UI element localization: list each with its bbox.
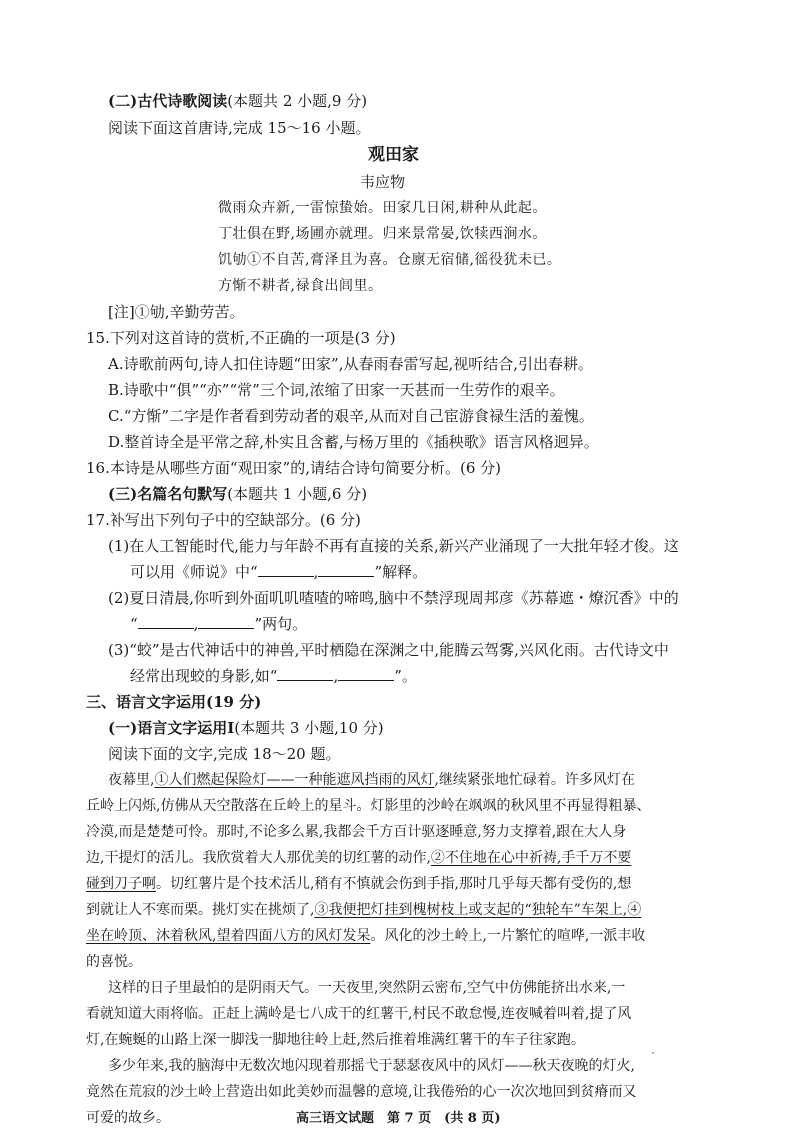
q15-option-c: C.“方惭”二字是作者看到劳动者的艰辛,从而对自己宦游食禄生活的羞愧。 <box>108 407 594 425</box>
underlined-sentence-4: 坐在岭顶、沐着秋风,望着四面八方的风灯发呆 <box>86 928 371 944</box>
q17-item1-line1: (1)在人工智能时代,能力与年龄不再有直接的关系,新兴产业涌现了一大批年轻才俊。这 <box>108 537 679 555</box>
underlined-sentence-2-cont: 碰到刀子啊 <box>86 876 156 892</box>
passage-line: 这样的日子里最怕的是阴雨天气。一天夜里,突然阴云密布,空气中仿佛能挤出水来,一 <box>108 980 626 996</box>
q17-item1-prefix: 可以用《师说》中“ <box>130 563 258 581</box>
scan-speck <box>652 1052 654 1054</box>
sub-1-heading-title: (一)语言文字运用Ⅰ <box>108 719 235 737</box>
section-2-heading-title: (二)古代诗歌阅读 <box>108 92 228 110</box>
passage-line <box>86 923 645 949</box>
answer-blank[interactable] <box>138 612 194 629</box>
q17-item3-line2 <box>130 663 417 689</box>
poem-line: 微雨众卉新,一雷惊蛰始。田家几日闲,耕种从此起。 <box>218 200 547 216</box>
poem-note: [注]①劬,辛勤劳苦。 <box>108 303 245 321</box>
sub-1-heading-note: (本题共 3 小题,10 分) <box>234 719 384 737</box>
answer-blank[interactable] <box>258 560 314 577</box>
q17-item2-prefix: “ <box>130 615 138 633</box>
passage-text: 。切红薯片是个技术活儿,稍有不慎就会伤到手指,那时几乎每天都有受伤的,想 <box>156 876 632 892</box>
section-3-heading-note: (本题共 1 小题,6 分) <box>227 485 368 503</box>
poem-author: 韦应物 <box>360 173 406 191</box>
q17-item3-line1: (3)“蛟”是古代神话中的神兽,平时栖隐在深渊之中,能腾云驾雾,兴风化雨。古代诗文中 <box>108 641 669 659</box>
section-2-instruction: 阅读下面这首唐诗,完成 15～16 小题。 <box>108 119 371 137</box>
passage-line <box>86 845 631 871</box>
page-footer-text: 高三语文试题 第 7 页 (共 8 页) <box>292 1106 505 1132</box>
passage-line: 丘岭上闪烁,仿佛从天空散落在丘岭上的星斗。灯影里的沙岭在飒飒的秋风里不再显得粗暴、 <box>86 798 651 814</box>
answer-blank[interactable] <box>338 664 394 681</box>
q17-item2-line1: (2)夏日清晨,你听到外面叽叽喳喳的啼鸣,脑中不禁浮现周邦彦《苏幕遮・燎沉香》中的 <box>108 589 679 607</box>
answer-blank[interactable] <box>198 612 254 629</box>
section-2-heading <box>108 88 367 114</box>
section-3-heading-title: (三)名篇名句默写 <box>108 485 228 503</box>
q17-item3-suffix: ”。 <box>394 667 417 685</box>
passage-line <box>108 767 635 793</box>
passage-line: 灯,在蜿蜒的山路上深一脚浅一脚地往岭上赶,然后推着堆满红薯干的车子往家跑。 <box>86 1032 585 1048</box>
passage-line: 冷漠,而是楚楚可怜。那时,不论多么累,我都会千方百计驱逐睡意,努力支撑着,跟在大人身 <box>86 824 627 840</box>
poem-title: 观田家 <box>368 145 419 165</box>
passage-line: 竟然在荒寂的沙土岭上营造出如此美妙而温馨的意境,让我倦殆的心一次次地回到贫瘠而又 <box>86 1084 637 1100</box>
sub-1-instruction: 阅读下面的文字,完成 18～20 题。 <box>108 745 341 763</box>
passage-text: 到就让人不寒而栗。挑灯实在挑烦了, <box>86 902 315 918</box>
q17-item1-line2 <box>130 559 427 585</box>
passage-line <box>86 871 631 897</box>
section-3-heading <box>108 481 367 507</box>
passage-line: 多少年来,我的脑海中无数次地闪现着那摇弋于瑟瑟夜风中的风灯——秋天夜晚的灯火, <box>108 1058 635 1074</box>
passage-text: 夜幕里, <box>108 772 155 788</box>
q17-item2-suffix: ”两句。 <box>254 615 308 633</box>
q17-stem: 17.补写出下列句子中的空缺部分。(6 分) <box>86 511 361 529</box>
q15-option-a: A.诗歌前两句,诗人扣住诗题“田家”,从春雨春雷写起,视听结合,引出春耕。 <box>108 355 594 373</box>
q17-item2-line2 <box>130 611 307 637</box>
blank-separator: , <box>333 667 339 685</box>
underlined-sentence-3: ③我便把灯挂到槐树枝上或支起的“独轮车”车架上,④ <box>314 902 642 918</box>
passage-line <box>86 897 641 923</box>
q15-option-d: D.整首诗全是平常之辞,朴实且含蓄,与杨万里的《插秧歌》语言风格迥异。 <box>108 433 599 451</box>
passage-text: ,继续紧张地忙碌着。许多风灯在 <box>434 772 635 788</box>
part-3-heading: 三、语言文字运用(19 分) <box>86 693 262 711</box>
section-2-heading-note: (本题共 2 小题,9 分) <box>227 92 368 110</box>
poem-line: 方惭不耕者,禄食出闾里。 <box>218 278 383 294</box>
poem-line: 丁壮俱在野,场圃亦就理。归来景常晏,饮犊西涧水。 <box>218 226 547 242</box>
answer-blank[interactable] <box>318 560 374 577</box>
passage-line: 可爱的故乡。 <box>86 1110 170 1126</box>
passage-line: 的喜悦。 <box>86 954 142 970</box>
blank-separator: , <box>193 615 199 633</box>
q15-option-b: B.诗歌中“俱”“亦”“常”三个词,浓缩了田家一天甚而一生劳作的艰辛。 <box>108 381 565 399</box>
q17-item1-suffix: ”解释。 <box>374 563 428 581</box>
passage-text: 。风化的沙土岭上,一片繁忙的喧哗,一派丰收 <box>370 928 646 944</box>
passage-text: 边,干提灯的活儿。我欣赏着大人那优美的切红薯的动作, <box>86 850 431 866</box>
answer-blank[interactable] <box>277 664 333 681</box>
blank-separator: , <box>313 563 319 581</box>
q15-stem: 15.下列对这首诗的赏析,不正确的一项是(3 分) <box>86 329 396 347</box>
underlined-sentence-2: ②不住地在心中祈祷,手千万不要 <box>430 850 632 866</box>
q16-stem: 16.本诗是从哪些方面“观田家”的,请结合诗句简要分析。(6 分) <box>86 459 501 477</box>
sub-1-heading <box>108 715 384 741</box>
passage-line: 看就知道大雨将临。正赶上满岭是七八成干的红薯干,村民不敢怠慢,连夜喊着叫着,提了风 <box>86 1006 632 1022</box>
q17-item3-prefix: 经常出现蛟的身影,如“ <box>130 667 278 685</box>
poem-line: 饥劬①不自苦,膏泽且为喜。仓廪无宿储,徭役犹未已。 <box>218 252 562 268</box>
underlined-sentence-1: ①人们燃起保险灯——一种能遮风挡雨的风灯 <box>154 772 435 788</box>
